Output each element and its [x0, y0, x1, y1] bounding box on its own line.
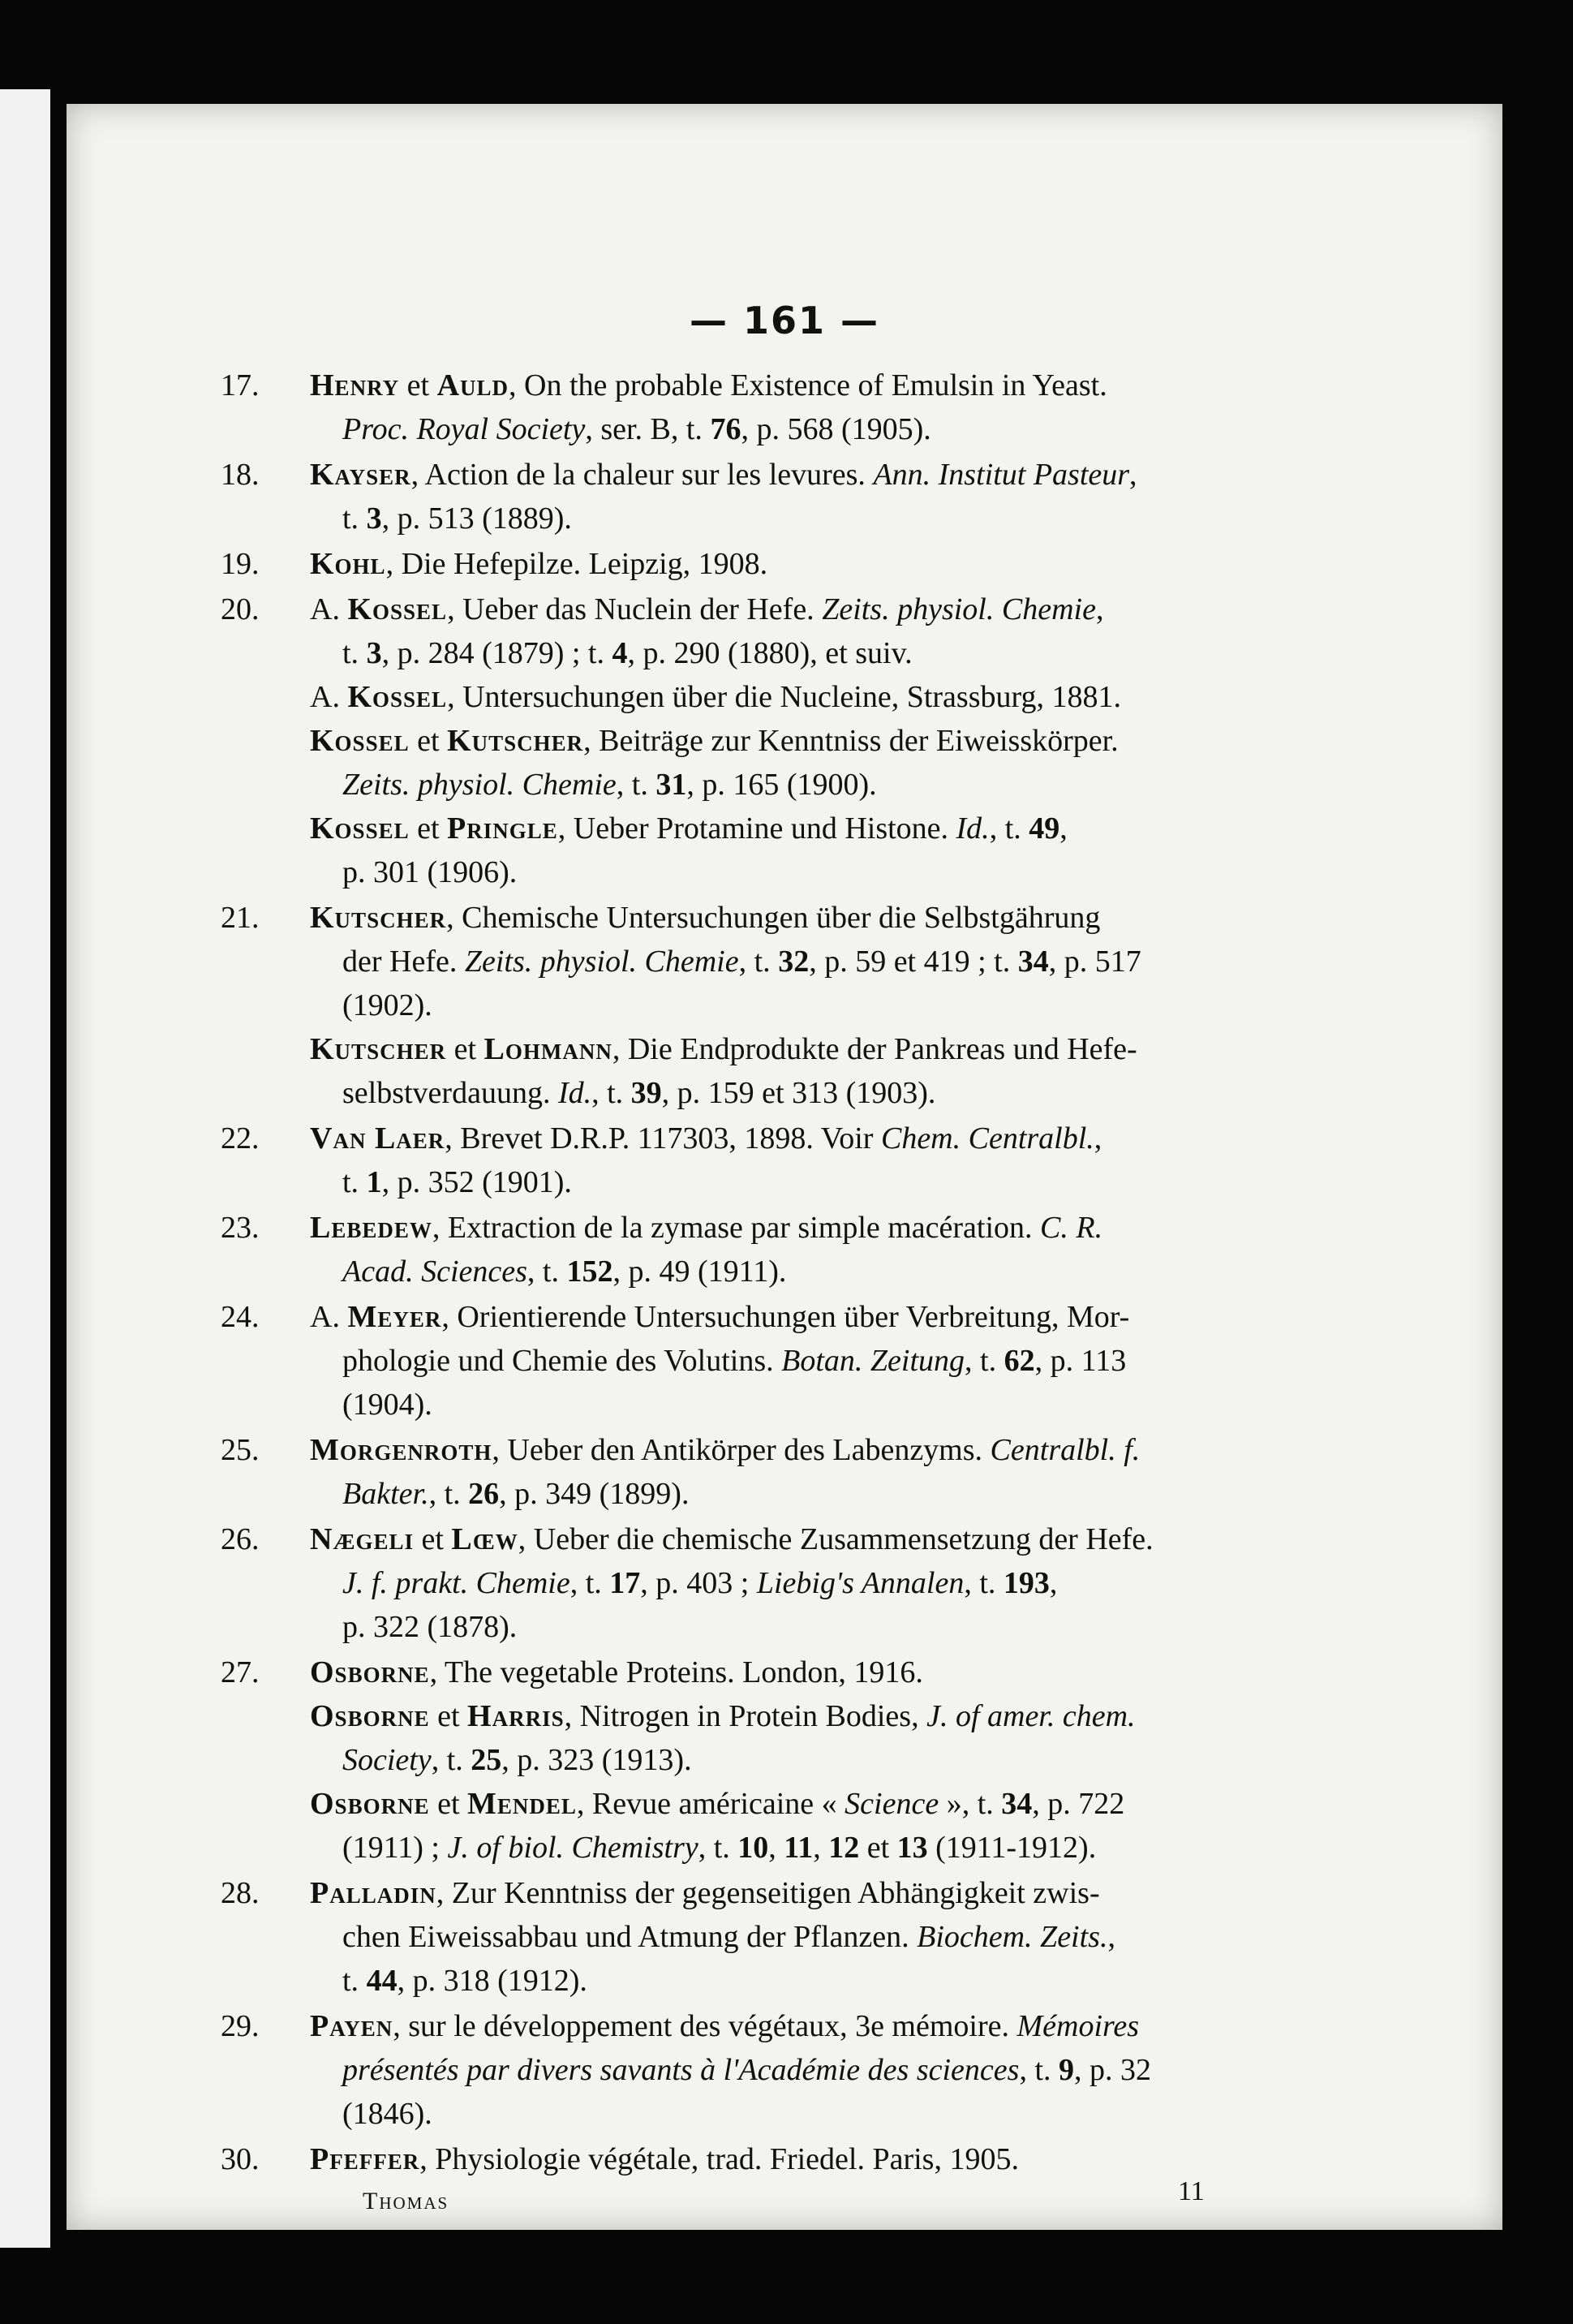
bibliography-entry: [221, 1295, 1300, 1427]
citation-text: , t.: [698, 1831, 738, 1865]
volume-number: 3: [366, 636, 382, 670]
citation-text: et: [399, 368, 437, 402]
citation-text: , sur le développement des végétaux, 3e mémoire.: [393, 2009, 1017, 2043]
author-name: Kohl: [310, 547, 386, 581]
citation-text: , Ueber Protamine und Histone.: [557, 811, 956, 846]
citation-text: , t.: [989, 811, 1029, 846]
citation-text: (1904).: [342, 1388, 432, 1422]
bibliography-entry: [221, 1206, 1300, 1293]
citation-text: A.: [310, 592, 348, 626]
entry-line: [310, 1027, 1300, 1071]
entry-line: [310, 1782, 1300, 1826]
publication-title: Science: [845, 1787, 939, 1821]
citation-text: , Die Endprodukte der Pankreas und Hefe-: [612, 1032, 1137, 1066]
entry-line: [310, 1738, 1300, 1782]
citation-text: t.: [342, 501, 367, 536]
publication-title: présentés par divers savants à l'Académie des sciences: [342, 2053, 1020, 2087]
volume-number: 76: [710, 412, 741, 446]
citation-text: , t.: [569, 1566, 610, 1600]
citation-text: ,: [1107, 1920, 1115, 1954]
volume-number: 39: [630, 1076, 662, 1110]
entry-line: [310, 675, 1300, 719]
entry-line: [310, 719, 1300, 763]
citation-text: ,: [1129, 458, 1137, 492]
entry-line: [310, 1206, 1300, 1250]
author-name: Kutscher: [310, 1032, 447, 1066]
citation-text: , Chemische Untersuchungen über die Selbstgährung: [446, 901, 1101, 935]
entry-line: [310, 2137, 1300, 2181]
bibliography-list: [221, 364, 1300, 2181]
volume-number: 193: [1003, 1566, 1050, 1600]
author-name: Osborne: [310, 1655, 430, 1689]
citation-text: p. 301 (1906).: [342, 855, 518, 889]
page-number: — 161 —: [689, 299, 880, 342]
entry-number: 24.: [221, 1300, 260, 1334]
volume-number: 152: [566, 1255, 613, 1289]
publication-title: Society: [342, 1743, 432, 1777]
citation-text: , p. 113: [1034, 1344, 1127, 1378]
entry-number: 28.: [221, 1876, 260, 1910]
entry-line: [310, 1428, 1300, 1472]
bibliography-entry: [221, 1117, 1300, 1204]
entry-line: [310, 896, 1300, 940]
publication-title: Mémoires: [1016, 2009, 1140, 2043]
entry-line: [310, 1915, 1300, 1959]
volume-number: 34: [1017, 945, 1049, 979]
author-name: Payen: [310, 2009, 393, 2043]
bibliography-entry: [221, 1871, 1300, 2003]
citation-text: , Action de la chaleur sur les levures.: [410, 458, 874, 492]
citation-text: , p. 568 (1905).: [741, 412, 931, 446]
volume-number: 34: [1001, 1787, 1033, 1821]
entry-line: [310, 1826, 1300, 1870]
volume-number: 3: [366, 501, 382, 536]
citation-text: , Extraction de la zymase par simple macération.: [432, 1211, 1041, 1245]
citation-text: , p. 290 (1880), et suiv.: [627, 636, 913, 670]
citation-text: , On the probable Existence of Emulsin in Yeast.: [509, 368, 1107, 402]
citation-text: (1846).: [342, 2097, 432, 2131]
citation-text: ,: [1094, 1121, 1102, 1156]
citation-text: , Beiträge zur Kenntniss der Eiweisskörper.: [583, 724, 1119, 758]
author-name: Kutscher: [310, 901, 447, 935]
bibliography-entry: [221, 587, 1300, 894]
entry-line: [310, 1295, 1300, 1339]
entry-number: 17.: [221, 368, 260, 402]
entry-number: 30.: [221, 2142, 260, 2176]
publication-title: Id.: [956, 811, 990, 846]
citation-text: , p. 165 (1900).: [686, 768, 877, 802]
entry-line: [310, 1605, 1300, 1649]
entry-line: [310, 2048, 1300, 2092]
citation-text: , p. 59 et 419 ; t.: [809, 945, 1018, 979]
author-name: Meyer: [347, 1300, 442, 1334]
author-name: Harris: [467, 1699, 565, 1733]
citation-text: », t.: [939, 1787, 1002, 1821]
citation-text: , p. 159 et 313 (1903).: [661, 1076, 936, 1110]
citation-text: , p. 349 (1899).: [499, 1477, 690, 1511]
citation-text: , t.: [526, 1255, 567, 1289]
volume-number: 4: [612, 636, 628, 670]
volume-number: 11: [784, 1831, 814, 1865]
publication-title: Chem. Centralbl.: [880, 1121, 1094, 1156]
volume-number: 25: [471, 1743, 502, 1777]
author-name: Pfeffer: [310, 2142, 420, 2176]
entry-line: [310, 940, 1300, 983]
author-name: Kossel: [347, 680, 448, 714]
entry-number: 23.: [221, 1211, 260, 1245]
citation-text: , p. 284 (1879) ; t.: [381, 636, 612, 670]
citation-text: , p. 32: [1074, 2053, 1151, 2087]
citation-text: et: [429, 1787, 468, 1821]
publication-title: Acad. Sciences: [342, 1255, 527, 1289]
citation-text: phologie und Chemie des Volutins.: [342, 1344, 782, 1378]
publication-title: Liebig's Annalen: [756, 1566, 965, 1600]
author-name: Lebedew: [310, 1211, 432, 1245]
author-name: Palladin: [310, 1876, 436, 1910]
entry-line: [310, 1383, 1300, 1427]
page-content: [221, 299, 1300, 2220]
citation-text: et: [429, 1699, 468, 1733]
author-name: Osborne: [310, 1787, 430, 1821]
entry-number: 27.: [221, 1655, 260, 1689]
citation-text: , Ueber die chemische Zusammensetzung der Hefe.: [518, 1522, 1154, 1556]
entry-line: [310, 1561, 1300, 1605]
citation-text: ,: [1059, 811, 1068, 846]
entry-line: [310, 1250, 1300, 1293]
citation-text: , p. 517: [1048, 945, 1141, 979]
citation-text: der Hefe.: [342, 945, 465, 979]
volume-number: 31: [655, 768, 687, 802]
citation-text: , Untersuchungen über die Nucleine, Strassburg, 1881.: [447, 680, 1121, 714]
citation-text: , t.: [616, 768, 656, 802]
citation-text: t.: [342, 636, 367, 670]
bibliography-entry: [221, 2137, 1300, 2181]
publication-title: Ann. Institut Pasteur: [873, 458, 1130, 492]
citation-text: , t.: [431, 1743, 471, 1777]
page-footer: [221, 2176, 1300, 2220]
citation-text: (1911-1912).: [927, 1831, 1097, 1865]
entry-line: [310, 983, 1300, 1027]
citation-text: ,: [813, 1831, 829, 1865]
author-name: Osborne: [310, 1699, 430, 1733]
volume-number: 17: [609, 1566, 641, 1600]
citation-text: , The vegetable Proteins. London, 1916.: [429, 1655, 923, 1689]
citation-text: chen Eiweissabbau und Atmung der Pflanzen.: [342, 1920, 918, 1954]
publication-title: J. of biol. Chemistry: [447, 1831, 698, 1865]
author-name: Kutscher: [447, 724, 584, 758]
publication-title: Zeits. physiol. Chemie: [342, 768, 617, 802]
citation-text: , t.: [738, 945, 779, 979]
entry-number: 21.: [221, 901, 260, 935]
citation-text: ,: [1049, 1566, 1058, 1600]
volume-number: 62: [1004, 1344, 1035, 1378]
citation-text: (1902).: [342, 988, 432, 1022]
author-name: Van Laer: [310, 1121, 445, 1156]
citation-text: , Revue américaine «: [576, 1787, 845, 1821]
citation-text: (1911) ;: [342, 1831, 448, 1865]
citation-text: t.: [342, 1964, 367, 1998]
citation-text: , p. 318 (1912).: [397, 1964, 587, 1998]
volume-number: 44: [366, 1964, 398, 1998]
entry-line: [310, 542, 1300, 586]
entry-line: [310, 1959, 1300, 2003]
citation-text: , p. 513 (1889).: [381, 501, 572, 536]
citation-text: ,: [1095, 592, 1104, 626]
entry-line: [310, 807, 1300, 850]
citation-text: , t.: [1019, 2053, 1059, 2087]
citation-text: , t.: [965, 1344, 1004, 1378]
bibliography-entry: [221, 453, 1300, 540]
citation-text: , Orientierende Untersuchungen über Verbreitung, Mor-: [441, 1300, 1130, 1334]
entry-line: [310, 1517, 1300, 1561]
entry-line: [310, 1117, 1300, 1160]
citation-text: , p. 722: [1032, 1787, 1125, 1821]
entry-line: [310, 850, 1300, 894]
volume-number: 12: [828, 1831, 860, 1865]
entry-number: 20.: [221, 592, 260, 626]
left-page-edge: [0, 89, 50, 2248]
bibliography-entry: [221, 2004, 1300, 2136]
volume-number: 10: [737, 1831, 769, 1865]
entry-number: 29.: [221, 2009, 260, 2043]
author-name: Lohmann: [484, 1032, 612, 1066]
citation-text: , Die Hefepilze. Leipzig, 1908.: [385, 547, 768, 581]
author-name: Nægeli: [310, 1522, 414, 1556]
entry-number: 22.: [221, 1121, 260, 1156]
citation-text: , t.: [591, 1076, 631, 1110]
volume-number: 9: [1059, 2053, 1074, 2087]
citation-text: , Nitrogen in Protein Bodies,: [564, 1699, 927, 1733]
volume-number: 32: [778, 945, 810, 979]
entry-line: [310, 587, 1300, 631]
entry-number: 25.: [221, 1433, 260, 1467]
publication-title: Zeits. physiol. Chemie: [822, 592, 1096, 626]
citation-text: , ser. B, t.: [585, 412, 711, 446]
volume-number: 26: [468, 1477, 500, 1511]
citation-text: , Brevet D.R.P. 117303, 1898. Voir: [445, 1121, 881, 1156]
entry-line: [310, 1694, 1300, 1738]
entry-number: 19.: [221, 547, 260, 581]
entry-line: [310, 1871, 1300, 1915]
author-name: Auld: [436, 368, 509, 402]
citation-text: et: [413, 1522, 452, 1556]
book-page: [67, 104, 1502, 2230]
citation-text: ,: [768, 1831, 784, 1865]
gathering-number: 11: [1178, 2176, 1205, 2206]
bibliography-entry: [221, 364, 1300, 451]
citation-text: , p. 403 ;: [640, 1566, 757, 1600]
author-name: Morgenroth: [310, 1433, 492, 1467]
author-name: Kossel: [310, 811, 410, 846]
bibliography-entry: [221, 1428, 1300, 1516]
entry-number: 18.: [221, 458, 260, 492]
entry-line: [310, 364, 1300, 407]
author-name: Lœw: [451, 1522, 518, 1556]
citation-text: , Physiologie végétale, trad. Friedel. Paris, 1905.: [419, 2142, 1019, 2176]
citation-text: A.: [310, 680, 348, 714]
citation-text: A.: [310, 1300, 348, 1334]
publication-title: Zeits. physiol. Chemie: [464, 945, 739, 979]
entry-line: [310, 2004, 1300, 2048]
bibliography-entry: [221, 896, 1300, 1115]
volume-number: 1: [366, 1165, 382, 1199]
citation-text: p. 322 (1878).: [342, 1610, 518, 1644]
entry-line: [310, 1472, 1300, 1516]
bibliography-entry: [221, 1650, 1300, 1870]
entry-line: [310, 631, 1300, 675]
citation-text: et: [446, 1032, 484, 1066]
citation-text: , Ueber den Antikörper des Labenzyms.: [492, 1433, 991, 1467]
volume-number: 49: [1029, 811, 1060, 846]
citation-text: , p. 323 (1913).: [501, 1743, 692, 1777]
publication-title: J. of amer. chem.: [926, 1699, 1136, 1733]
volume-number: 13: [896, 1831, 928, 1865]
publication-title: Centralbl. f.: [990, 1433, 1141, 1467]
author-name: Henry: [310, 368, 400, 402]
author-name: Kossel: [310, 724, 410, 758]
publication-title: Bakter.: [342, 1477, 429, 1511]
author-name: Mendel: [467, 1787, 577, 1821]
citation-text: , Ueber das Nuclein der Hefe.: [447, 592, 823, 626]
entry-line: [310, 453, 1300, 497]
citation-text: , p. 49 (1911).: [612, 1255, 787, 1289]
citation-text: , Zur Kenntniss der gegenseitigen Abhängigkeit zwis-: [436, 1876, 1100, 1910]
citation-text: , p. 352 (1901).: [381, 1165, 572, 1199]
citation-text: selbstverdauung.: [342, 1076, 558, 1110]
entry-line: [310, 497, 1300, 540]
entry-line: [310, 1160, 1300, 1204]
publication-title: Id.: [557, 1076, 592, 1110]
author-name: Pringle: [447, 811, 558, 846]
entry-number: 26.: [221, 1522, 260, 1556]
citation-text: et: [859, 1831, 897, 1865]
bibliography-entry: [221, 1517, 1300, 1649]
entry-line: [310, 1339, 1300, 1383]
entry-line: [310, 407, 1300, 451]
entry-line: [310, 1071, 1300, 1115]
publication-title: Proc. Royal Society: [342, 412, 586, 446]
citation-text: et: [409, 724, 448, 758]
citation-text: , t.: [964, 1566, 1004, 1600]
citation-text: et: [409, 811, 448, 846]
citation-text: , t.: [428, 1477, 469, 1511]
citation-text: t.: [342, 1165, 367, 1199]
signature-mark: Thomas: [363, 2188, 449, 2214]
entry-line: [310, 1650, 1300, 1694]
publication-title: J. f. prakt. Chemie: [342, 1566, 570, 1600]
publication-title: C. R.: [1040, 1211, 1103, 1245]
publication-title: Botan. Zeitung: [781, 1344, 965, 1378]
bibliography-entry: [221, 542, 1300, 586]
entry-line: [310, 763, 1300, 807]
entry-line: [310, 2092, 1300, 2136]
publication-title: Biochem. Zeits.: [917, 1920, 1108, 1954]
author-name: Kossel: [347, 592, 448, 626]
author-name: Kayser: [310, 458, 411, 492]
